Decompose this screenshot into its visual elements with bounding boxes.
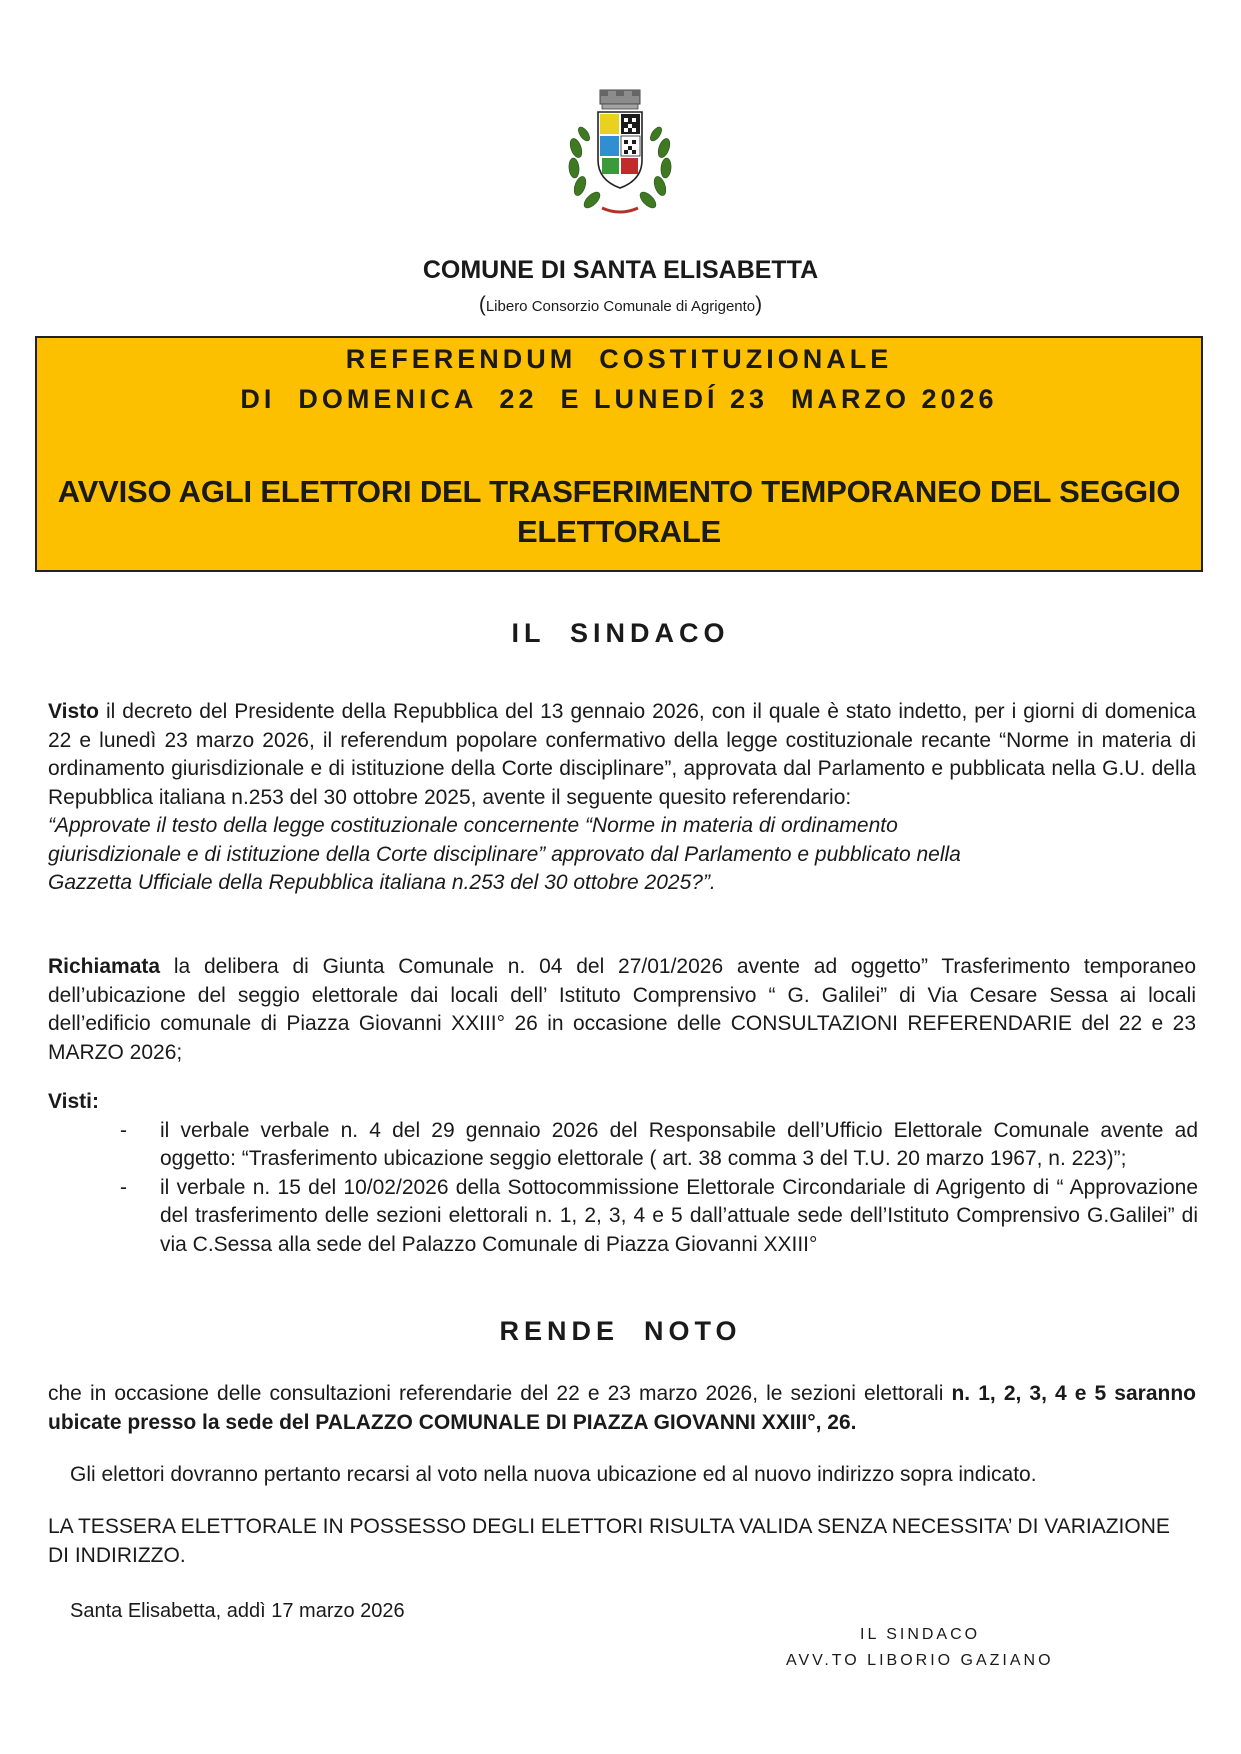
quesito-quote: “Approvate il testo della legge costituzionale concernente “Norme in materia di ordinamento giurisdizionale e di istituzione della Corte disciplinare” approvato dal Parlamento e pubblicato nella Gazzetta Ufficiale della Repubblica italiana n.253 del 30 ottobre 2025?”. xyxy=(48,814,961,894)
coat-of-arms-icon xyxy=(562,88,678,218)
richiamata-paragraph: Richiamata la delibera di Giunta Comunale n. 04 del 27/01/2026 avente ad oggetto” Trasferimento temporaneo dell’ubicazione del seggio elettorale dai locali dell’ Istituto Comprensivo “ G. Galilei” di Via Cesare Sessa ai locali dell’edificio comunale di Piazza Giovanni XXIII° 26 in occasione delle CONSULTAZIONI REFERENDARIE del 22 e 23 MARZO 2026; xyxy=(48,955,1196,1064)
notice-paragraph: che in occasione delle consultazioni referendarie del 22 e 23 marzo 2026, le sezioni elettorali n. 1, 2, 3, 4 e 5 saranno ubicate presso la sede del PALAZZO COMUNALE DI PIAZZA GIOVANNI XXIII°, 26. xyxy=(48,1382,1196,1434)
visti-section: Visti: - il verbale verbale n. 4 del 29 gennaio 2026 del Responsabile dell’Ufficio Elettorale Comunale avente ad oggetto: “Trasferimento ubicazione seggio elettorale ( art. 38 comma 3 del T.U. 20 marzo 1967, n. 223)”; - il verbale n. 15 del 10/02/2026 della Sottocommissione Elettorale Circondariale di Agrigento di “ Approvazione del trasferimento delle sezioni elettorali n. 1, 2, 3, 4 e 5 dall’attuale sede dell’Istituto Comprensivo G.Galilei” di via C.Sessa alla sede del Palazzo Comunale di Piazza Giovanni XXIII° xyxy=(48,1088,1198,1259)
list-item: - il verbale n. 15 del 10/02/2026 della Sottocommissione Elettorale Circondariale di Agrigento di “ Approvazione del trasferimento delle sezioni elettorali n. 1, 2, 3, 4 e 5 dall’attuale sede dell’Istituto Comprensivo G.Galilei” di via C.Sessa alla sede del Palazzo Comunale di Piazza Giovanni XXIII° xyxy=(120,1175,1198,1256)
tessera-notice: LA TESSERA ELETTORALE IN POSSESSO DEGLI ELETTORI RISULTA VALIDA SENZA NECESSITA’ DI VARIAZIONE DI INDIRIZZO. xyxy=(48,1515,1170,1567)
date-place: Santa Elisabetta, addì 17 marzo 2026 xyxy=(70,1600,405,1622)
visto-paragraph: Visto il decreto del Presidente della Repubblica del 13 gennaio 2026, con il quale è stato indetto, per i giorni di domenica 22 e lunedì 23 marzo 2026, il referendum popolare confermativo della legge costituzionale recante “Norme in materia di ordinamento giurisdizionale e di istituzione della Corte disciplinare”, approvata dal Parlamento e pubblicata nella G.U. della Repubblica italiana n.253 del 30 ottobre 2025, avente il seguente quesito referendario: “Approvate il testo della legge costituzionale concernente “Norme in materia di ordinamento giurisdizionale e di istituzione della Corte disciplinare” approvato dal Parlamento e pubblicato nella Gazzetta Ufficiale della Repubblica italiana n.253 del 30 ottobre 2025?”. xyxy=(48,698,1196,898)
banner-title: AVVISO AGLI ELETTORI DEL TRASFERIMENTO TEMPORANEO DEL SEGGIO ELETTORALE xyxy=(57,474,1181,549)
list-item: - il verbale verbale n. 4 del 29 gennaio 2026 del Responsabile dell’Ufficio Elettorale Comunale avente ad oggetto: “Trasferimento ubicazione seggio elettorale ( art. 38 comma 3 del T.U. 20 marzo 1967, n. 223)”; xyxy=(120,1118,1198,1170)
announcement-banner xyxy=(35,336,1203,572)
instruction-text: Gli elettori dovranno pertanto recarsi al voto nella nuova ubicazione ed al nuovo indirizzo sopra indicato. xyxy=(70,1463,1037,1486)
rende-noto-heading: RENDE NOTO xyxy=(499,1316,742,1346)
org-subtitle: (Libero Consorzio Comunale di Agrigento) xyxy=(478,293,763,316)
banner-line-1: REFERENDUM COSTITUZIONALE xyxy=(345,344,893,374)
signature-name: AVV.TO LIBORIO GAZIANO xyxy=(786,1652,1054,1669)
banner-line-2: DI DOMENICA 22 E LUNEDÍ 23 MARZO 2026 xyxy=(240,384,998,414)
sindaco-heading: IL SINDACO xyxy=(511,618,730,648)
signature-role: IL SINDACO xyxy=(860,1626,981,1643)
org-name: COMUNE DI SANTA ELISABETTA xyxy=(422,256,819,284)
